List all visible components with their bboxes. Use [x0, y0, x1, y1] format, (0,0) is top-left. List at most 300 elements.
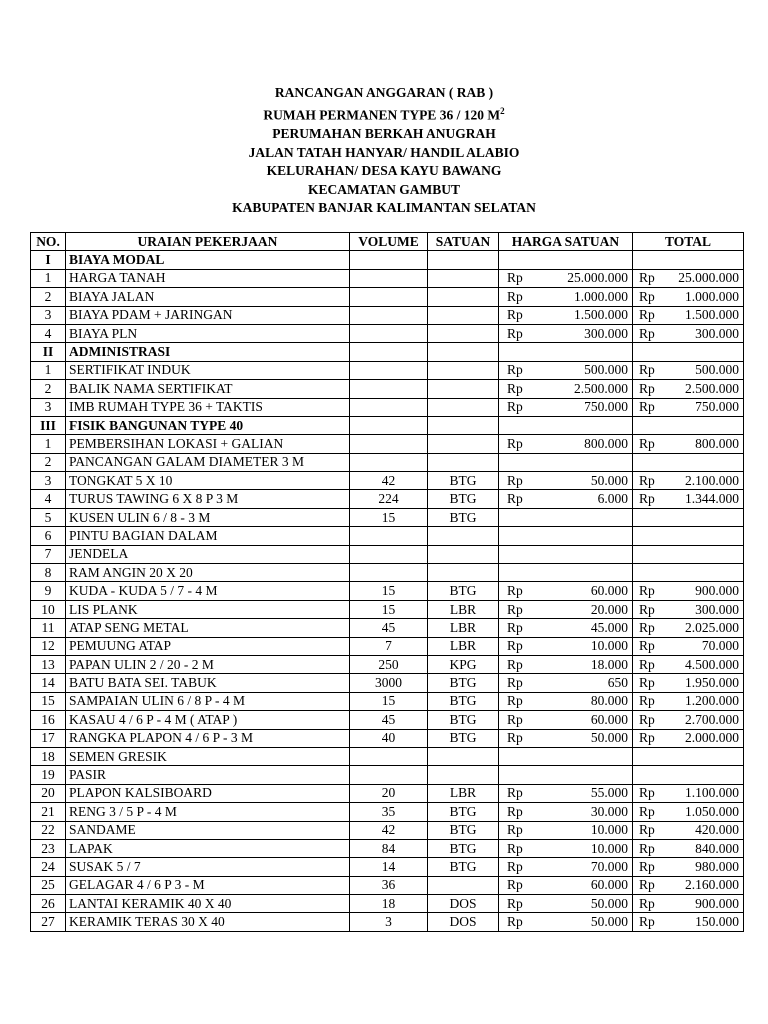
subtitle-text: RUMAH PERMANEN TYPE 36 / 120 M — [263, 107, 501, 123]
cell-unit-price — [499, 288, 633, 306]
currency-label: Rp — [639, 325, 655, 341]
cell-volume — [350, 545, 428, 563]
unit-price-value: 60.000 — [590, 583, 628, 599]
cell-total — [633, 416, 744, 434]
section-title: FISIK BANGUNAN TYPE 40 — [66, 416, 350, 434]
currency-label: Rp — [639, 895, 655, 911]
cell-total — [633, 839, 744, 857]
cell-volume: 84 — [350, 839, 428, 857]
cell-volume — [350, 380, 428, 398]
unit-price-value: 2.500.000 — [574, 380, 628, 396]
cell-unit — [428, 453, 499, 471]
currency-label: Rp — [507, 711, 523, 727]
subtitle-line — [0, 102, 768, 125]
total-value: 2.160.000 — [685, 877, 739, 893]
cell-unit-price — [499, 380, 633, 398]
total-value: 800.000 — [695, 435, 739, 451]
currency-label: Rp — [639, 583, 655, 599]
currency-label: Rp — [507, 803, 523, 819]
currency-label: Rp — [639, 380, 655, 396]
cell-total — [633, 453, 744, 471]
cell-unit: BTG — [428, 803, 499, 821]
cell-volume — [350, 343, 428, 361]
cell-no: 14 — [31, 674, 66, 692]
cell-total — [633, 490, 744, 508]
currency-label: Rp — [507, 399, 523, 415]
section-row — [31, 416, 744, 434]
table-row — [31, 674, 744, 692]
cell-unit-price — [499, 913, 633, 931]
cell-unit-price — [499, 619, 633, 637]
currency-label: Rp — [639, 711, 655, 727]
currency-label: Rp — [639, 675, 655, 691]
cell-unit: LBR — [428, 784, 499, 802]
cell-volume — [350, 288, 428, 306]
currency-label: Rp — [507, 435, 523, 451]
cell-description: PANCANGAN GALAM DIAMETER 3 M — [66, 453, 350, 471]
total-value: 900.000 — [695, 583, 739, 599]
total-value: 1.050.000 — [685, 803, 739, 819]
cell-no: 8 — [31, 564, 66, 582]
cell-unit: DOS — [428, 913, 499, 931]
total-value: 150.000 — [695, 914, 739, 930]
cell-unit-price — [499, 674, 633, 692]
cell-volume: 42 — [350, 821, 428, 839]
cell-unit — [428, 527, 499, 545]
unit-price-value: 60.000 — [590, 877, 628, 893]
cell-volume — [350, 453, 428, 471]
street-line: JALAN TATAH HANYAR/ HANDIL ALABIO — [248, 144, 520, 160]
cell-unit: BTG — [428, 711, 499, 729]
section-number: I — [31, 251, 66, 269]
cell-unit: LBR — [428, 600, 499, 618]
currency-label: Rp — [507, 730, 523, 746]
cell-description: PEMUUNG ATAP — [66, 637, 350, 655]
cell-unit — [428, 361, 499, 379]
currency-label: Rp — [639, 803, 655, 819]
cell-volume: 18 — [350, 895, 428, 913]
cell-no: 16 — [31, 711, 66, 729]
unit-price-value: 1.500.000 — [574, 307, 628, 323]
cell-total — [633, 913, 744, 931]
cell-unit — [428, 324, 499, 342]
cell-total — [633, 527, 744, 545]
section-number: III — [31, 416, 66, 434]
total-value: 2.500.000 — [685, 380, 739, 396]
col-header-no: NO. — [31, 233, 66, 251]
cell-total — [633, 435, 744, 453]
cell-volume — [350, 324, 428, 342]
cell-unit — [428, 251, 499, 269]
cell-no: 11 — [31, 619, 66, 637]
currency-label: Rp — [507, 840, 523, 856]
cell-description: GELAGAR 4 / 6 P 3 - M — [66, 876, 350, 894]
cell-unit-price — [499, 398, 633, 416]
unit-price-value: 70.000 — [590, 858, 628, 874]
cell-unit-price — [499, 564, 633, 582]
total-value: 300.000 — [695, 325, 739, 341]
cell-unit — [428, 380, 499, 398]
unit-price-value: 80.000 — [590, 693, 628, 709]
cell-total — [633, 895, 744, 913]
cell-unit-price — [499, 306, 633, 324]
table-row — [31, 895, 744, 913]
cell-description: RENG 3 / 5 P - 4 M — [66, 803, 350, 821]
cell-total — [633, 876, 744, 894]
cell-no: 2 — [31, 380, 66, 398]
cell-total — [633, 784, 744, 802]
currency-label: Rp — [507, 858, 523, 874]
cell-unit — [428, 747, 499, 765]
cell-total — [633, 361, 744, 379]
cell-unit — [428, 564, 499, 582]
total-value: 1.500.000 — [685, 307, 739, 323]
currency-label: Rp — [507, 472, 523, 488]
currency-label: Rp — [507, 288, 523, 304]
cell-volume — [350, 766, 428, 784]
cell-description: HARGA TANAH — [66, 269, 350, 287]
table-row — [31, 784, 744, 802]
cell-no: 22 — [31, 821, 66, 839]
cell-description: BIAYA PDAM + JARINGAN — [66, 306, 350, 324]
cell-description: TURUS TAWING 6 X 8 P 3 M — [66, 490, 350, 508]
total-value: 420.000 — [695, 822, 739, 838]
cell-volume: 250 — [350, 655, 428, 673]
cell-description: RAM ANGIN 20 X 20 — [66, 564, 350, 582]
total-value: 750.000 — [695, 399, 739, 415]
unit-price-value: 500.000 — [584, 362, 628, 378]
currency-label: Rp — [507, 362, 523, 378]
cell-unit-price — [499, 729, 633, 747]
cell-volume: 7 — [350, 637, 428, 655]
cell-unit-price — [499, 858, 633, 876]
table-row — [31, 269, 744, 287]
cell-unit: BTG — [428, 472, 499, 490]
total-value: 980.000 — [695, 858, 739, 874]
cell-unit-price — [499, 839, 633, 857]
currency-label: Rp — [507, 619, 523, 635]
currency-label: Rp — [507, 895, 523, 911]
table-row — [31, 637, 744, 655]
currency-label: Rp — [639, 638, 655, 654]
table-row — [31, 729, 744, 747]
table-row — [31, 747, 744, 765]
col-header-unit: SATUAN — [428, 233, 499, 251]
cell-volume: 14 — [350, 858, 428, 876]
total-value: 900.000 — [695, 895, 739, 911]
cell-total — [633, 398, 744, 416]
cell-volume: 42 — [350, 472, 428, 490]
table-row — [31, 711, 744, 729]
cell-unit-price — [499, 435, 633, 453]
cell-unit: KPG — [428, 655, 499, 673]
currency-label: Rp — [639, 656, 655, 672]
cell-no: 3 — [31, 306, 66, 324]
table-row — [31, 453, 744, 471]
cell-no: 25 — [31, 876, 66, 894]
cell-total — [633, 711, 744, 729]
cell-description: PASIR — [66, 766, 350, 784]
cell-unit — [428, 288, 499, 306]
cell-no: 10 — [31, 600, 66, 618]
unit-price-value: 1.000.000 — [574, 288, 628, 304]
cell-no: 1 — [31, 435, 66, 453]
cell-unit: BTG — [428, 839, 499, 857]
col-header-volume: VOLUME — [350, 233, 428, 251]
cell-unit-price — [499, 251, 633, 269]
unit-price-value: 30.000 — [590, 803, 628, 819]
unit-price-value: 50.000 — [590, 730, 628, 746]
cell-unit: BTG — [428, 858, 499, 876]
cell-volume: 224 — [350, 490, 428, 508]
cell-no: 21 — [31, 803, 66, 821]
cell-unit-price — [499, 876, 633, 894]
cell-no: 23 — [31, 839, 66, 857]
table-row — [31, 839, 744, 857]
cell-no: 19 — [31, 766, 66, 784]
cell-unit-price — [499, 784, 633, 802]
title-line: RANCANGAN ANGGARAN ( RAB ) — [274, 85, 494, 100]
table-row — [31, 564, 744, 582]
cell-unit-price — [499, 821, 633, 839]
total-value: 840.000 — [695, 840, 739, 856]
cell-unit-price — [499, 416, 633, 434]
cell-volume — [350, 527, 428, 545]
unit-price-value: 10.000 — [590, 840, 628, 856]
cell-total — [633, 637, 744, 655]
cell-total — [633, 288, 744, 306]
cell-description: KERAMIK TERAS 30 X 40 — [66, 913, 350, 931]
cell-volume — [350, 747, 428, 765]
cell-volume — [350, 251, 428, 269]
unit-price-value: 18.000 — [590, 656, 628, 672]
cell-description: RANGKA PLAPON 4 / 6 P - 3 M — [66, 729, 350, 747]
currency-label: Rp — [507, 877, 523, 893]
district-line: KECAMATAN GAMBUT — [307, 181, 461, 197]
currency-label: Rp — [639, 914, 655, 930]
total-value: 70.000 — [701, 638, 739, 654]
table-row — [31, 508, 744, 526]
section-row — [31, 251, 744, 269]
cell-unit-price — [499, 582, 633, 600]
table-row — [31, 821, 744, 839]
cell-volume: 15 — [350, 692, 428, 710]
cell-no: 1 — [31, 361, 66, 379]
table-row — [31, 527, 744, 545]
cell-unit-price — [499, 766, 633, 784]
cell-total — [633, 269, 744, 287]
cell-volume: 3000 — [350, 674, 428, 692]
cell-unit: BTG — [428, 729, 499, 747]
currency-label: Rp — [639, 270, 655, 286]
currency-label: Rp — [639, 785, 655, 801]
cell-total — [633, 380, 744, 398]
cell-description: JENDELA — [66, 545, 350, 563]
cell-no: 9 — [31, 582, 66, 600]
unit-price-value: 300.000 — [584, 325, 628, 341]
document-header — [0, 84, 768, 217]
table-row — [31, 361, 744, 379]
table-row — [31, 619, 744, 637]
unit-price-value: 10.000 — [590, 638, 628, 654]
cell-volume: 15 — [350, 600, 428, 618]
cell-unit — [428, 545, 499, 563]
village-line: KELURAHAN/ DESA KAYU BAWANG — [266, 163, 502, 179]
currency-label: Rp — [639, 619, 655, 635]
cell-no: 17 — [31, 729, 66, 747]
unit-price-value: 10.000 — [590, 822, 628, 838]
cell-description: PINTU BAGIAN DALAM — [66, 527, 350, 545]
cell-unit: BTG — [428, 582, 499, 600]
cell-volume: 36 — [350, 876, 428, 894]
cell-volume — [350, 416, 428, 434]
cell-total — [633, 747, 744, 765]
cell-volume — [350, 435, 428, 453]
cell-unit-price — [499, 711, 633, 729]
currency-label: Rp — [639, 730, 655, 746]
cell-unit-price — [499, 637, 633, 655]
currency-label: Rp — [507, 270, 523, 286]
regency-line: KABUPATEN BANJAR KALIMANTAN SELATAN — [232, 199, 536, 215]
unit-price-value: 60.000 — [590, 711, 628, 727]
table-row — [31, 380, 744, 398]
cell-unit — [428, 416, 499, 434]
currency-label: Rp — [507, 380, 523, 396]
cell-description: BIAYA JALAN — [66, 288, 350, 306]
cell-unit-price — [499, 343, 633, 361]
currency-label: Rp — [507, 822, 523, 838]
total-value: 1.344.000 — [685, 491, 739, 507]
total-value: 1.000.000 — [685, 288, 739, 304]
superscript-2: 2 — [500, 106, 505, 117]
cell-description: LIS PLANK — [66, 600, 350, 618]
cell-volume: 15 — [350, 508, 428, 526]
cell-unit-price — [499, 269, 633, 287]
total-value: 300.000 — [695, 601, 739, 617]
total-value: 25.000.000 — [678, 270, 739, 286]
cell-description: LAPAK — [66, 839, 350, 857]
cell-volume: 3 — [350, 913, 428, 931]
unit-price-value: 55.000 — [590, 785, 628, 801]
cell-volume — [350, 269, 428, 287]
total-value: 1.200.000 — [685, 693, 739, 709]
cell-volume: 40 — [350, 729, 428, 747]
cell-total — [633, 472, 744, 490]
cell-unit: BTG — [428, 490, 499, 508]
cell-total — [633, 858, 744, 876]
cell-no: 15 — [31, 692, 66, 710]
cell-volume — [350, 564, 428, 582]
cell-no: 13 — [31, 655, 66, 673]
currency-label: Rp — [639, 491, 655, 507]
cell-total — [633, 674, 744, 692]
cell-no: 3 — [31, 398, 66, 416]
currency-label: Rp — [639, 399, 655, 415]
table-row — [31, 876, 744, 894]
table-row — [31, 913, 744, 931]
cell-unit — [428, 343, 499, 361]
cell-total — [633, 306, 744, 324]
cell-unit: DOS — [428, 895, 499, 913]
table-row — [31, 655, 744, 673]
cell-volume — [350, 361, 428, 379]
unit-price-value: 50.000 — [590, 895, 628, 911]
cell-no: 18 — [31, 747, 66, 765]
col-header-unit-price: HARGA SATUAN — [499, 233, 633, 251]
currency-label: Rp — [507, 491, 523, 507]
table-row — [31, 545, 744, 563]
table-row — [31, 582, 744, 600]
cell-total — [633, 766, 744, 784]
unit-price-value: 750.000 — [584, 399, 628, 415]
cell-unit-price — [499, 600, 633, 618]
cell-description: ATAP SENG METAL — [66, 619, 350, 637]
currency-label: Rp — [507, 675, 523, 691]
cell-unit-price — [499, 527, 633, 545]
currency-label: Rp — [507, 785, 523, 801]
cell-unit — [428, 269, 499, 287]
cell-unit-price — [499, 490, 633, 508]
cell-unit-price — [499, 803, 633, 821]
currency-label: Rp — [639, 307, 655, 323]
section-title: BIAYA MODAL — [66, 251, 350, 269]
table-row — [31, 324, 744, 342]
currency-label: Rp — [507, 307, 523, 323]
table-row — [31, 803, 744, 821]
cell-total — [633, 251, 744, 269]
cell-description: LANTAI KERAMIK 40 X 40 — [66, 895, 350, 913]
cell-unit-price — [499, 692, 633, 710]
table-body — [31, 251, 744, 931]
cell-volume: 15 — [350, 582, 428, 600]
cell-no: 26 — [31, 895, 66, 913]
unit-price-value: 50.000 — [590, 472, 628, 488]
currency-label: Rp — [507, 638, 523, 654]
cell-no: 3 — [31, 472, 66, 490]
unit-price-value: 45.000 — [590, 619, 628, 635]
cell-total — [633, 343, 744, 361]
cell-volume — [350, 306, 428, 324]
cell-unit-price — [499, 324, 633, 342]
cell-total — [633, 600, 744, 618]
cell-no: 4 — [31, 324, 66, 342]
currency-label: Rp — [639, 435, 655, 451]
section-row — [31, 343, 744, 361]
cell-no: 12 — [31, 637, 66, 655]
currency-label: Rp — [639, 472, 655, 488]
cell-no: 24 — [31, 858, 66, 876]
cell-no: 20 — [31, 784, 66, 802]
cell-description: SEMEN GRESIK — [66, 747, 350, 765]
currency-label: Rp — [639, 877, 655, 893]
total-value: 2.000.000 — [685, 730, 739, 746]
cell-total — [633, 692, 744, 710]
table-row — [31, 600, 744, 618]
cell-volume: 20 — [350, 784, 428, 802]
table-row — [31, 398, 744, 416]
cell-description: TONGKAT 5 X 10 — [66, 472, 350, 490]
cell-description: IMB RUMAH TYPE 36 + TAKTIS — [66, 398, 350, 416]
cell-unit — [428, 398, 499, 416]
cell-no: 1 — [31, 269, 66, 287]
cell-unit: BTG — [428, 692, 499, 710]
total-value: 2.100.000 — [685, 472, 739, 488]
currency-label: Rp — [639, 288, 655, 304]
section-title: ADMINISTRASI — [66, 343, 350, 361]
table-row — [31, 858, 744, 876]
total-value: 2.025.000 — [685, 619, 739, 635]
currency-label: Rp — [507, 693, 523, 709]
